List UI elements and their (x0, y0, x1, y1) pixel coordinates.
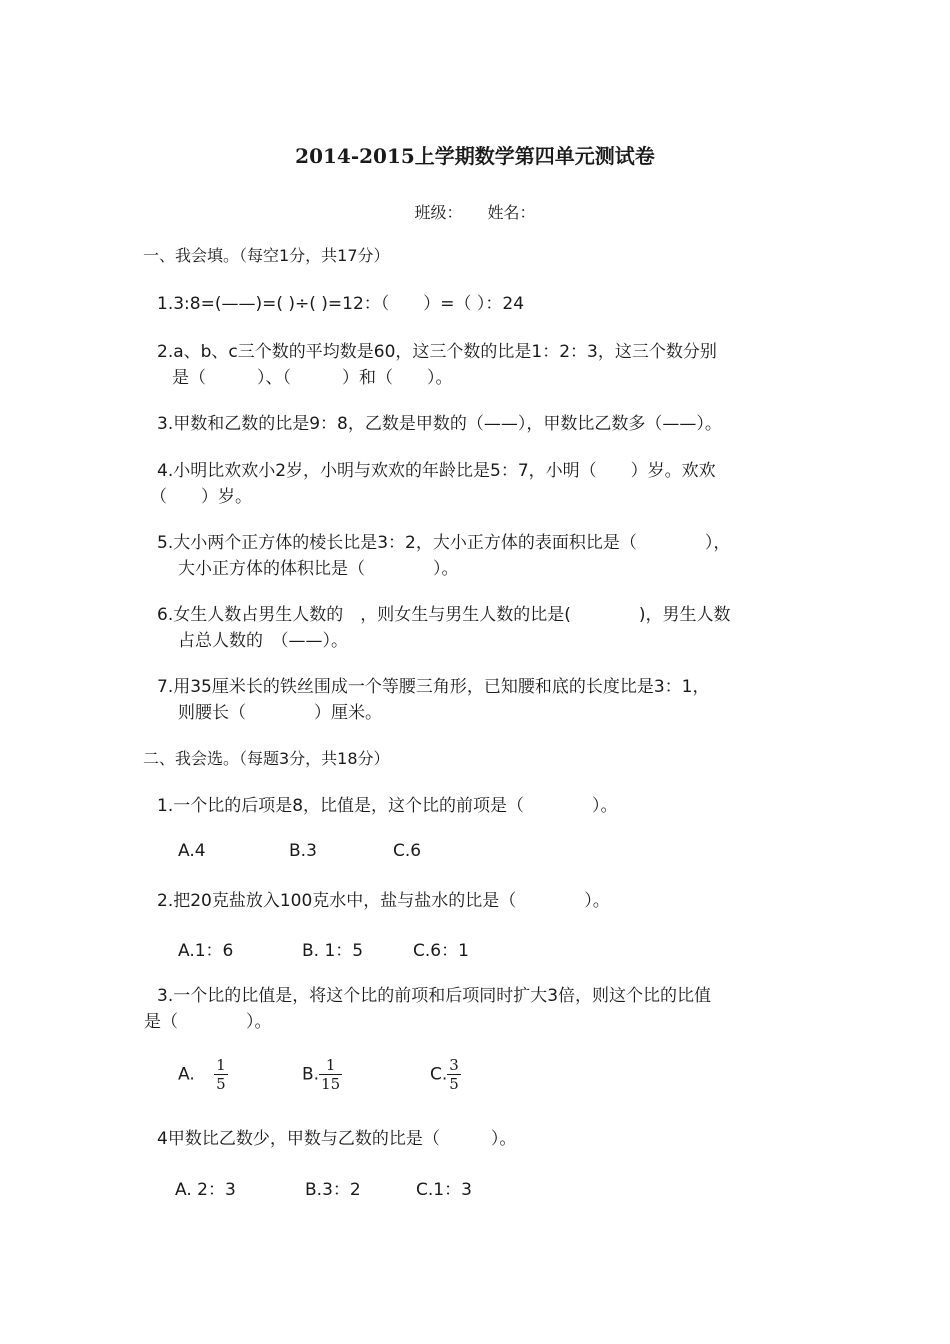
s1-question-6-line-1: 6.女生人数占男生人数的 ，则女生与男生人数的比是( )，男生人数 (157, 605, 731, 625)
option-label: A. (178, 1064, 195, 1085)
s2-q2-option-b: B. 1：5 (302, 941, 364, 961)
fraction (319, 1056, 342, 1093)
s2-q2-option-c: C.6：1 (413, 941, 469, 961)
fraction-numerator: 1 (319, 1056, 342, 1075)
s1-question-3: 3.甲数和乙数的比是9：8，乙数是甲数的（——），甲数比乙数多（——）。 (157, 414, 722, 434)
fraction-denominator: 5 (216, 1075, 226, 1093)
s2-q3-option-a (178, 1056, 228, 1093)
class-label: 班级： (414, 203, 463, 222)
section-1-heading: 一、我会填。（每空1分，共17分） (143, 246, 390, 265)
fraction-denominator: 5 (449, 1075, 459, 1093)
s2-question-2: 2.把20克盐放入100克水中，盐与盐水的比是（ ）。 (157, 891, 610, 911)
s2-q1-option-b: B.3 (289, 841, 317, 861)
s2-q3-option-b (302, 1056, 342, 1093)
s1-question-2-line-2: 是（ ）、（ ）和（ ）。 (172, 368, 453, 388)
fraction-numerator: 3 (449, 1056, 459, 1074)
page-title: 2014-2015上学期数学第四单元测试卷 (295, 144, 655, 168)
student-info-line (0, 200, 950, 223)
s2-question-3-line-1: 3.一个比的比值是，将这个比的前项和后项同时扩大3倍，则这个比的比值 (157, 986, 712, 1006)
s1-question-1: 1.3:8=(——)=( )÷( )=12：（ ）=（ ）：24 (157, 294, 525, 314)
s1-question-4-line-1: 4.小明比欢欢小2岁，小明与欢欢的年龄比是5：7，小明（ ）岁。欢欢 (157, 461, 716, 481)
s2-q2-option-a: A.1：6 (178, 941, 234, 961)
s2-question-1: 1.一个比的后项是8，比值是，这个比的前项是（ ）。 (157, 796, 618, 816)
s2-q1-option-c: C.6 (393, 841, 422, 861)
s2-question-4: 4甲数比乙数少，甲数与乙数的比是（ ）。 (157, 1129, 517, 1149)
name-label: 姓名： (487, 203, 536, 222)
s2-q4-option-b: B.3：2 (305, 1180, 361, 1200)
fraction (447, 1056, 461, 1093)
s2-q4-option-a: A. 2：3 (175, 1180, 236, 1200)
s1-question-5-line-2: 大小正方体的体积比是（ ）。 (178, 559, 459, 579)
s1-question-2-line-1: 2.a、b、c三个数的平均数是60，这三个数的比是1：2：3，这三个数分别 (157, 342, 717, 362)
fraction (214, 1056, 228, 1093)
s1-question-7-line-1: 7.用35厘米长的铁丝围成一个等腰三角形，已知腰和底的长度比是3：1， (157, 677, 710, 697)
fraction-denominator: 15 (321, 1075, 341, 1093)
section-2-heading: 二、我会选。（每题3分，共18分） (143, 749, 390, 768)
s1-question-5-line-1: 5.大小两个正方体的棱长比是3：2，大小正方体的表面积比是（ ）， (157, 533, 731, 553)
s2-q1-option-a: A.4 (178, 841, 206, 861)
s1-question-6-line-2: 占总人数的 （——）。 (178, 631, 348, 651)
option-label: C. (430, 1064, 448, 1085)
s2-q4-option-c: C.1：3 (416, 1180, 472, 1200)
s2-question-3-line-2: 是（ ）。 (144, 1012, 272, 1032)
s2-q3-option-c (430, 1056, 461, 1093)
option-label: B. (302, 1064, 320, 1085)
s1-question-4-line-2: （ ）岁。 (150, 487, 252, 507)
s1-question-7-line-2: 则腰长（ ）厘米。 (178, 703, 382, 723)
fraction-numerator: 1 (216, 1056, 226, 1074)
